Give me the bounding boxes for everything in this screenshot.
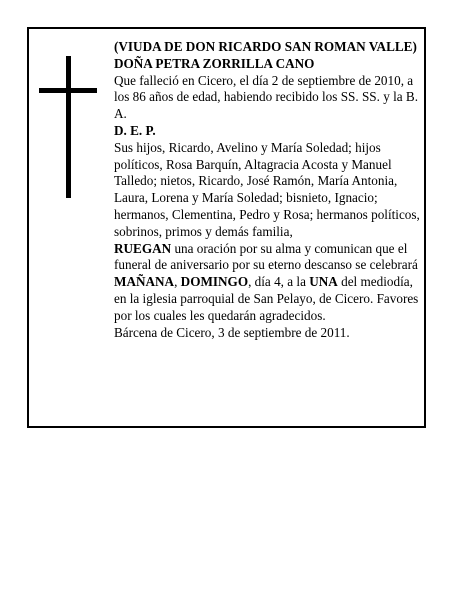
time-text: , día 4, a la (248, 274, 310, 290)
dep-line: D. E. P. (114, 122, 156, 138)
domingo-word: DOMINGO (180, 274, 249, 290)
closing-line: Bárcena de Cicero, 3 de septiembre de 2011. (114, 324, 350, 340)
family-list: Sus hijos, Ricardo, Avelino y María Soledad; hijos políticos, Rosa Barquín, Altagracia Acosta y Manuel Talledo; nietos, Ricardo, José Ramón, María Antonia, Laura, Lorena y María Soledad; bisnieto, Ignacio; hermanos, Clementina, Pedro y Rosa; hermanos políticos, sobrinos, primos y demás familia, (114, 139, 420, 239)
comma-separator: , (174, 274, 181, 290)
funeral-request (114, 241, 422, 325)
notice-text (114, 39, 422, 341)
place-text: del mediodía, en la iglesia parroquial de San Pelayo, de Cicero. Favores por los cuales les quedarán agradecidos. (114, 274, 419, 323)
ruegan-word: RUEGAN (114, 240, 172, 256)
death-statement: Que falleció en Cicero, el día 2 de septiembre de 2010, a los 86 años de edad, habiendo recibido los SS. SS. y la B. A. (114, 72, 419, 122)
request-text: una oración por su alma y comunican que el funeral de aniversario por su eterno descanso se celebrará (114, 240, 418, 273)
manana-word: MAÑANA (114, 274, 175, 290)
widow-line: (VIUDA DE DON RICARDO SAN ROMAN VALLE) (114, 39, 417, 54)
cross-horizontal-bar (39, 88, 97, 93)
cross-vertical-bar (66, 56, 71, 198)
deceased-name: DOÑA PETRA ZORRILLA CANO (114, 55, 315, 71)
obituary-notice (27, 27, 426, 428)
latin-cross-icon (39, 56, 97, 198)
una-word: UNA (309, 274, 338, 290)
